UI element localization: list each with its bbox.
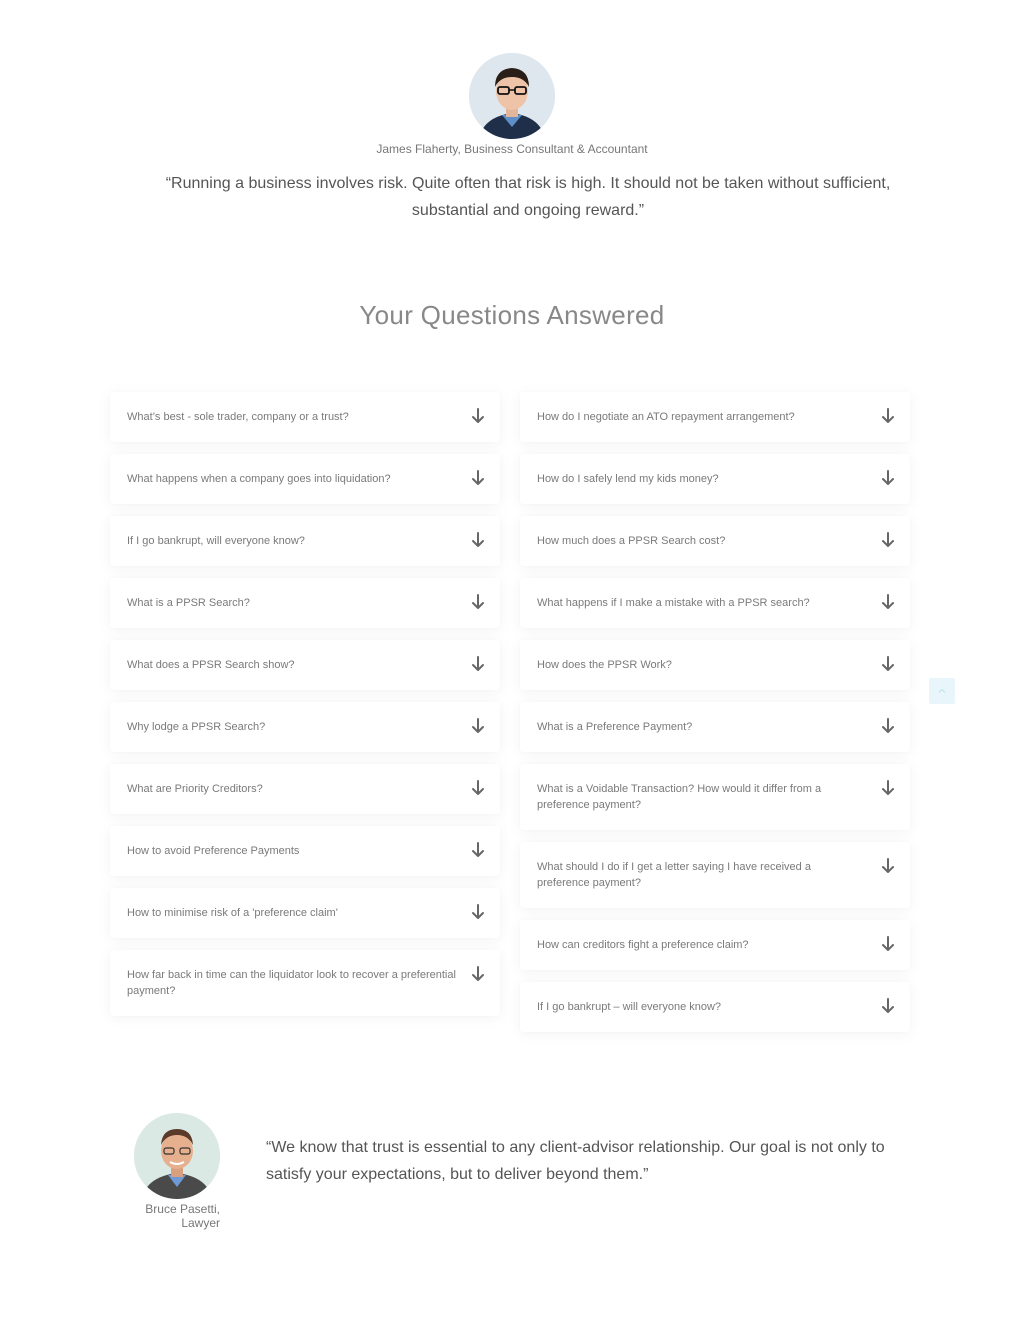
faq-item[interactable]	[520, 764, 910, 830]
arrow-down-icon	[470, 841, 486, 859]
arrow-down-icon	[470, 407, 486, 425]
faq-title: Your Questions Answered	[359, 300, 665, 330]
testimonial-quote: “We know that trust is essential to any client-advisor relationship. Our goal is not only to satisfy your expectations, but to deliver beyond them.”	[266, 1139, 885, 1183]
arrow-down-icon	[880, 717, 896, 735]
arrow-down-icon	[880, 531, 896, 549]
arrow-down-icon	[880, 857, 896, 875]
faq-question: How do I safely lend my kids money?	[537, 473, 719, 485]
faq-item[interactable]	[520, 454, 910, 504]
faq-item[interactable]	[520, 920, 910, 970]
faq-question: How to avoid Preference Payments	[127, 845, 300, 857]
faq-question: What is a Preference Payment?	[537, 721, 693, 733]
faq-item[interactable]	[110, 702, 500, 752]
faq-question: What happens if I make a mistake with a PPSR search?	[537, 597, 810, 609]
faq-question: How does the PPSR Work?	[537, 659, 672, 671]
james-flaherty-avatar	[469, 53, 555, 139]
faq-question: What is a PPSR Search?	[127, 597, 250, 609]
faq-item[interactable]	[110, 516, 500, 566]
faq-question: What are Priority Creditors?	[127, 783, 263, 795]
arrow-down-icon	[470, 779, 486, 797]
faq-question: If I go bankrupt – will everyone know?	[537, 1001, 722, 1013]
author-role: Lawyer	[181, 1216, 220, 1230]
faq-question: What’s best - sole trader, company or a trust?	[127, 411, 349, 423]
faq-item[interactable]	[110, 826, 500, 876]
arrow-down-icon	[880, 593, 896, 611]
faq-question: What does a PPSR Search show?	[127, 659, 295, 671]
faq-item[interactable]	[110, 640, 500, 690]
faq-item[interactable]	[520, 982, 910, 1032]
chevron-up-icon	[937, 686, 947, 696]
arrow-down-icon	[880, 655, 896, 673]
faq-item[interactable]	[110, 764, 500, 814]
arrow-down-icon	[880, 779, 896, 797]
arrow-down-icon	[470, 965, 486, 983]
scroll-to-top-button[interactable]	[929, 678, 955, 704]
faq-left-column	[110, 392, 500, 1028]
faq-question: How much does a PPSR Search cost?	[537, 535, 726, 547]
arrow-down-icon	[470, 593, 486, 611]
faq-question: How do I negotiate an ATO repayment arrangement?	[537, 411, 795, 423]
arrow-down-icon	[880, 997, 896, 1015]
author-name: Bruce Pasetti,	[145, 1202, 220, 1216]
faq-question: What is a Voidable Transaction? How would it differ from a preference payment?	[537, 783, 822, 811]
faq-question: How can creditors fight a preference claim?	[537, 939, 749, 951]
faq-question: How far back in time can the liquidator look to recover a preferential payment?	[127, 969, 456, 997]
faq-item[interactable]	[520, 578, 910, 628]
faq-question: If I go bankrupt, will everyone know?	[127, 535, 305, 547]
faq-question: Why lodge a PPSR Search?	[127, 721, 266, 733]
faq-item[interactable]	[520, 842, 910, 908]
testimonial-author: James Flaherty, Business Consultant & Accountant	[376, 142, 648, 156]
faq-item[interactable]	[110, 888, 500, 938]
faq-question: What should I do if I get a letter saying I have received a preference payment?	[537, 861, 811, 889]
faq-question: How to minimise risk of a 'preference claim'	[127, 907, 338, 919]
faq-item[interactable]	[110, 578, 500, 628]
faq-item[interactable]	[520, 702, 910, 752]
arrow-down-icon	[470, 531, 486, 549]
faq-item[interactable]	[110, 392, 500, 442]
arrow-down-icon	[470, 717, 486, 735]
faq-item[interactable]	[520, 516, 910, 566]
arrow-down-icon	[470, 903, 486, 921]
testimonial-quote: “Running a business involves risk. Quite often that risk is high. It should not be taken without sufficient, substantial and ongoing reward.”	[165, 175, 891, 219]
bruce-pasetti-avatar	[134, 1113, 220, 1199]
faq-right-column	[520, 392, 910, 1044]
arrow-down-icon	[880, 469, 896, 487]
arrow-down-icon	[470, 469, 486, 487]
testimonial-author	[120, 1202, 220, 1230]
arrow-down-icon	[470, 655, 486, 673]
arrow-down-icon	[880, 407, 896, 425]
faq-item[interactable]	[520, 640, 910, 690]
arrow-down-icon	[880, 935, 896, 953]
faq-item[interactable]	[110, 950, 500, 1016]
faq-item[interactable]	[520, 392, 910, 442]
faq-question: What happens when a company goes into liquidation?	[127, 473, 391, 485]
faq-item[interactable]	[110, 454, 500, 504]
